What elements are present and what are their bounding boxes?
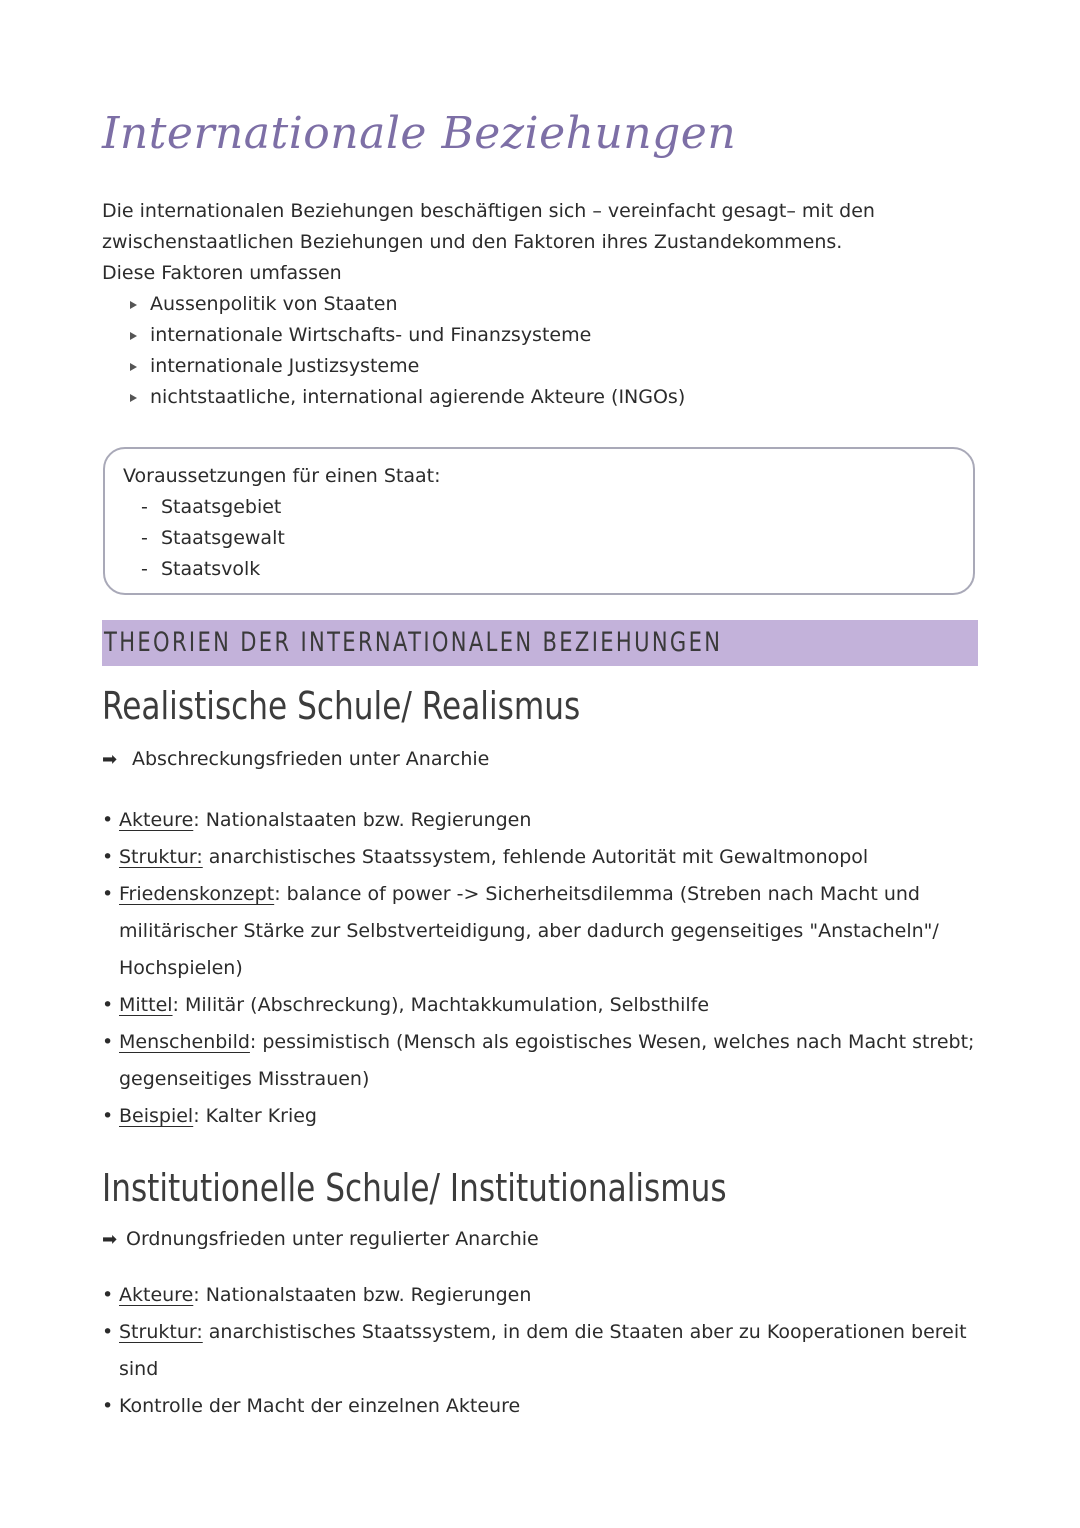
triangle-bullet-icon: [130, 363, 137, 371]
triangle-bullet-icon: [130, 394, 137, 402]
list-item: Aussenpolitik von Staaten: [130, 289, 982, 320]
list-item: nichtstaatliche, international agierende Akteure (INGOs): [130, 382, 982, 413]
institutionalism-title: Institutionelle Schule/ Institutionalismus: [102, 1166, 727, 1210]
intro-section: [102, 196, 982, 413]
arrow-right-icon: ➡: [102, 1229, 118, 1250]
institutionalism-list: [102, 1277, 982, 1425]
triangle-bullet-icon: [130, 332, 137, 340]
list-item: - Staatsgewalt: [141, 527, 285, 549]
state-requirements-box: [103, 447, 975, 595]
list-item: • Menschenbild: pessimistisch (Mensch als egoistisches Wesen, welches nach Macht strebt; gegenseitiges Misstrauen): [102, 1031, 975, 1090]
list-item: - Staatsvolk: [141, 558, 261, 580]
intro-paragraph: Die internationalen Beziehungen beschäftigen sich – vereinfacht gesagt– mit den zwischenstaatlichen Beziehungen und den Faktoren ihres Zustandekommens.: [102, 200, 875, 253]
institutionalism-lead: ➡ Ordnungsfrieden unter regulierter Anarchie: [102, 1224, 539, 1255]
list-item: • Mittel: Militär (Abschreckung), Machtakkumulation, Selbsthilfe: [102, 994, 710, 1016]
factor-list: [102, 289, 982, 413]
list-item: internationale Wirtschafts- und Finanzsysteme: [130, 320, 982, 351]
section-title: THEORIEN DER INTERNATIONALEN BEZIEHUNGEN: [104, 627, 723, 658]
box-heading: Voraussetzungen für einen Staat:: [123, 465, 441, 487]
list-item: - Staatsgebiet: [141, 496, 282, 518]
realism-list: [102, 802, 982, 1135]
intro-lead: Diese Faktoren umfassen: [102, 262, 342, 284]
arrow-right-icon: ➡: [102, 749, 118, 770]
list-item: • Beispiel: Kalter Krieg: [102, 1105, 317, 1127]
list-item: • Struktur: anarchistisches Staatssystem, in dem die Staaten aber zu Kooperationen bereit sind: [102, 1321, 967, 1380]
triangle-bullet-icon: [130, 301, 137, 309]
realism-title: Realistische Schule/ Realismus: [102, 684, 581, 728]
list-item: internationale Justizsysteme: [130, 351, 982, 382]
list-item: • Struktur: anarchistisches Staatssystem, fehlende Autorität mit Gewaltmonopol: [102, 846, 869, 868]
section-title-band: [102, 620, 978, 666]
page-title: Internationale Beziehungen: [102, 108, 737, 159]
list-item: • Akteure: Nationalstaaten bzw. Regierungen: [102, 1284, 532, 1306]
realism-lead: ➡ Abschreckungsfrieden unter Anarchie: [102, 744, 489, 775]
list-item: • Kontrolle der Macht der einzelnen Akteure: [102, 1395, 521, 1417]
list-item: • Friedenskonzept: balance of power -> Sicherheitsdilemma (Streben nach Macht und militärischer Stärke zur Selbstverteidigung, aber dadurch gegenseitiges "Anstacheln"/ Hochspielen): [102, 883, 939, 979]
list-item: • Akteure: Nationalstaaten bzw. Regierungen: [102, 809, 532, 831]
requirements-list: [123, 492, 955, 585]
